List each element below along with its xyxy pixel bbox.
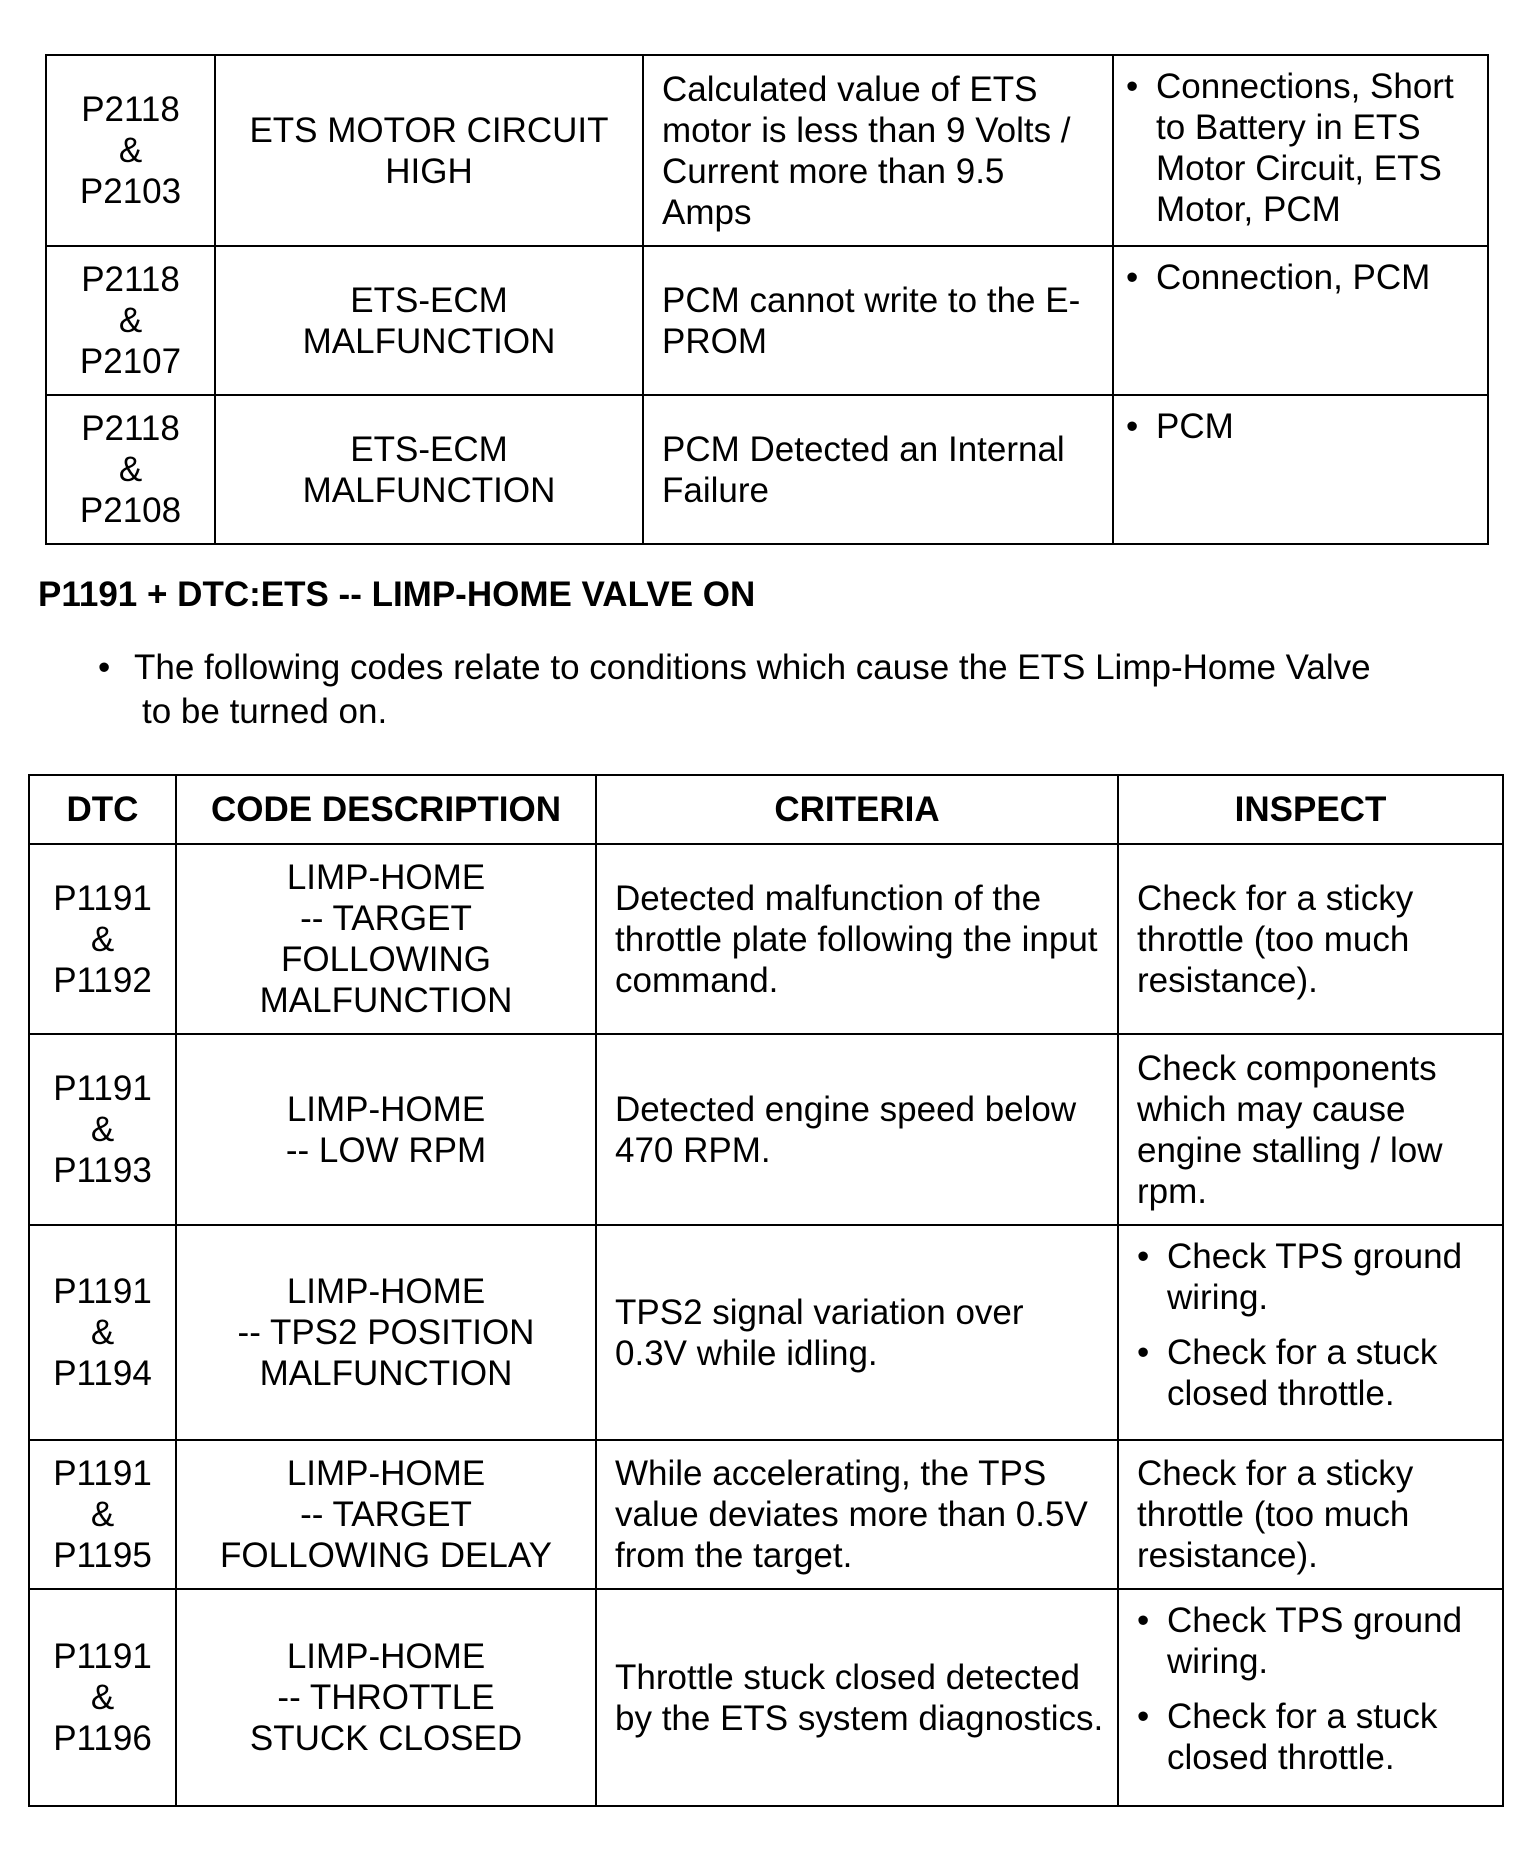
inspect-cell: Check components which may cause engine stalling / low rpm. (1118, 1034, 1503, 1225)
column-header-code-description: CODE DESCRIPTION (176, 775, 596, 844)
table-row (29, 1440, 1503, 1589)
ets-dtc-table-continued (45, 54, 1489, 545)
code-description-cell: LIMP-HOME -- TARGET FOLLOWING MALFUNCTION (176, 844, 596, 1034)
column-header-criteria: CRITERIA (596, 775, 1118, 844)
table-row (46, 246, 1488, 395)
bullet-icon: • (98, 648, 111, 687)
code-description-cell: ETS MOTOR CIRCUIT HIGH (215, 55, 643, 246)
dtc-cell: P1191 & P1196 (29, 1589, 176, 1806)
bullet-item: • Check for a stuck closed throttle. (1137, 1697, 1438, 1777)
criteria-cell: TPS2 signal variation over 0.3V while idling. (596, 1225, 1118, 1440)
dtc-cell: P2118 & P2107 (46, 246, 215, 395)
bullet-icon: • (1126, 407, 1139, 446)
bullet-item: • Connection, PCM (1126, 258, 1431, 297)
code-description-cell: ETS-ECM MALFUNCTION (215, 246, 643, 395)
criteria-cell: PCM cannot write to the E- PROM (643, 246, 1113, 395)
table-row (29, 844, 1503, 1034)
bullet-item: • Check TPS ground wiring. (1137, 1237, 1463, 1317)
criteria-cell: Detected malfunction of the throttle plate following the input command. (596, 844, 1118, 1034)
bullet-icon: • (1137, 1697, 1150, 1736)
table-row (29, 1589, 1503, 1806)
code-description-cell: LIMP-HOME -- THROTTLE STUCK CLOSED (176, 1589, 596, 1806)
bullet-item: • PCM (1126, 407, 1234, 446)
criteria-cell: Throttle stuck closed detected by the ETS system diagnostics. (596, 1589, 1118, 1806)
code-description-cell: LIMP-HOME -- TPS2 POSITION MALFUNCTION (176, 1225, 596, 1440)
table-row (46, 395, 1488, 544)
dtc-cell: P2118 & P2108 (46, 395, 215, 544)
column-header-inspect: INSPECT (1118, 775, 1503, 844)
inspect-cell (1113, 395, 1488, 544)
inspect-cell (1118, 1225, 1503, 1440)
inspect-cell (1118, 1589, 1503, 1806)
section-heading: P1191 + DTC:ETS -- LIMP-HOME VALVE ON (38, 575, 756, 614)
table-row (29, 1034, 1503, 1225)
dtc-cell: P1191 & P1192 (29, 844, 176, 1034)
criteria-cell: Detected engine speed below 470 RPM. (596, 1034, 1118, 1225)
inspect-cell: Check for a sticky throttle (too much resistance). (1118, 844, 1503, 1034)
bullet-icon: • (1137, 1237, 1150, 1276)
criteria-cell: Calculated value of ETS motor is less than 9 Volts / Current more than 9.5 Amps (643, 55, 1113, 246)
bullet-item: • Check for a stuck closed throttle. (1137, 1333, 1438, 1413)
dtc-cell: P1191 & P1194 (29, 1225, 176, 1440)
dtc-cell: P2118 & P2103 (46, 55, 215, 246)
dtc-cell: P1191 & P1195 (29, 1440, 176, 1589)
column-header-dtc: DTC (29, 775, 176, 844)
bullet-icon: • (1137, 1601, 1150, 1640)
code-description-cell: LIMP-HOME -- TARGET FOLLOWING DELAY (176, 1440, 596, 1589)
inspect-cell (1113, 55, 1488, 246)
dtc-cell: P1191 & P1193 (29, 1034, 176, 1225)
bullet-icon: • (1137, 1333, 1150, 1372)
table-row (46, 55, 1488, 246)
bullet-icon: • (1126, 258, 1139, 297)
bullet-item: • Connections, Short to Battery in ETS Motor Circuit, ETS Motor, PCM (1126, 67, 1454, 229)
limp-home-dtc-table (28, 774, 1504, 1807)
code-description-cell: ETS-ECM MALFUNCTION (215, 395, 643, 544)
table-header-row (29, 775, 1503, 844)
code-description-cell: LIMP-HOME -- LOW RPM (176, 1034, 596, 1225)
intro-paragraph: • The following codes relate to conditions which cause the ETS Limp-Home Valve to be turned on. (98, 646, 1498, 734)
criteria-cell: PCM Detected an Internal Failure (643, 395, 1113, 544)
criteria-cell: While accelerating, the TPS value deviates more than 0.5V from the target. (596, 1440, 1118, 1589)
bullet-item: • Check TPS ground wiring. (1137, 1601, 1463, 1681)
inspect-cell: Check for a sticky throttle (too much resistance). (1118, 1440, 1503, 1589)
table-row (29, 1225, 1503, 1440)
inspect-cell (1113, 246, 1488, 395)
bullet-icon: • (1126, 67, 1139, 106)
